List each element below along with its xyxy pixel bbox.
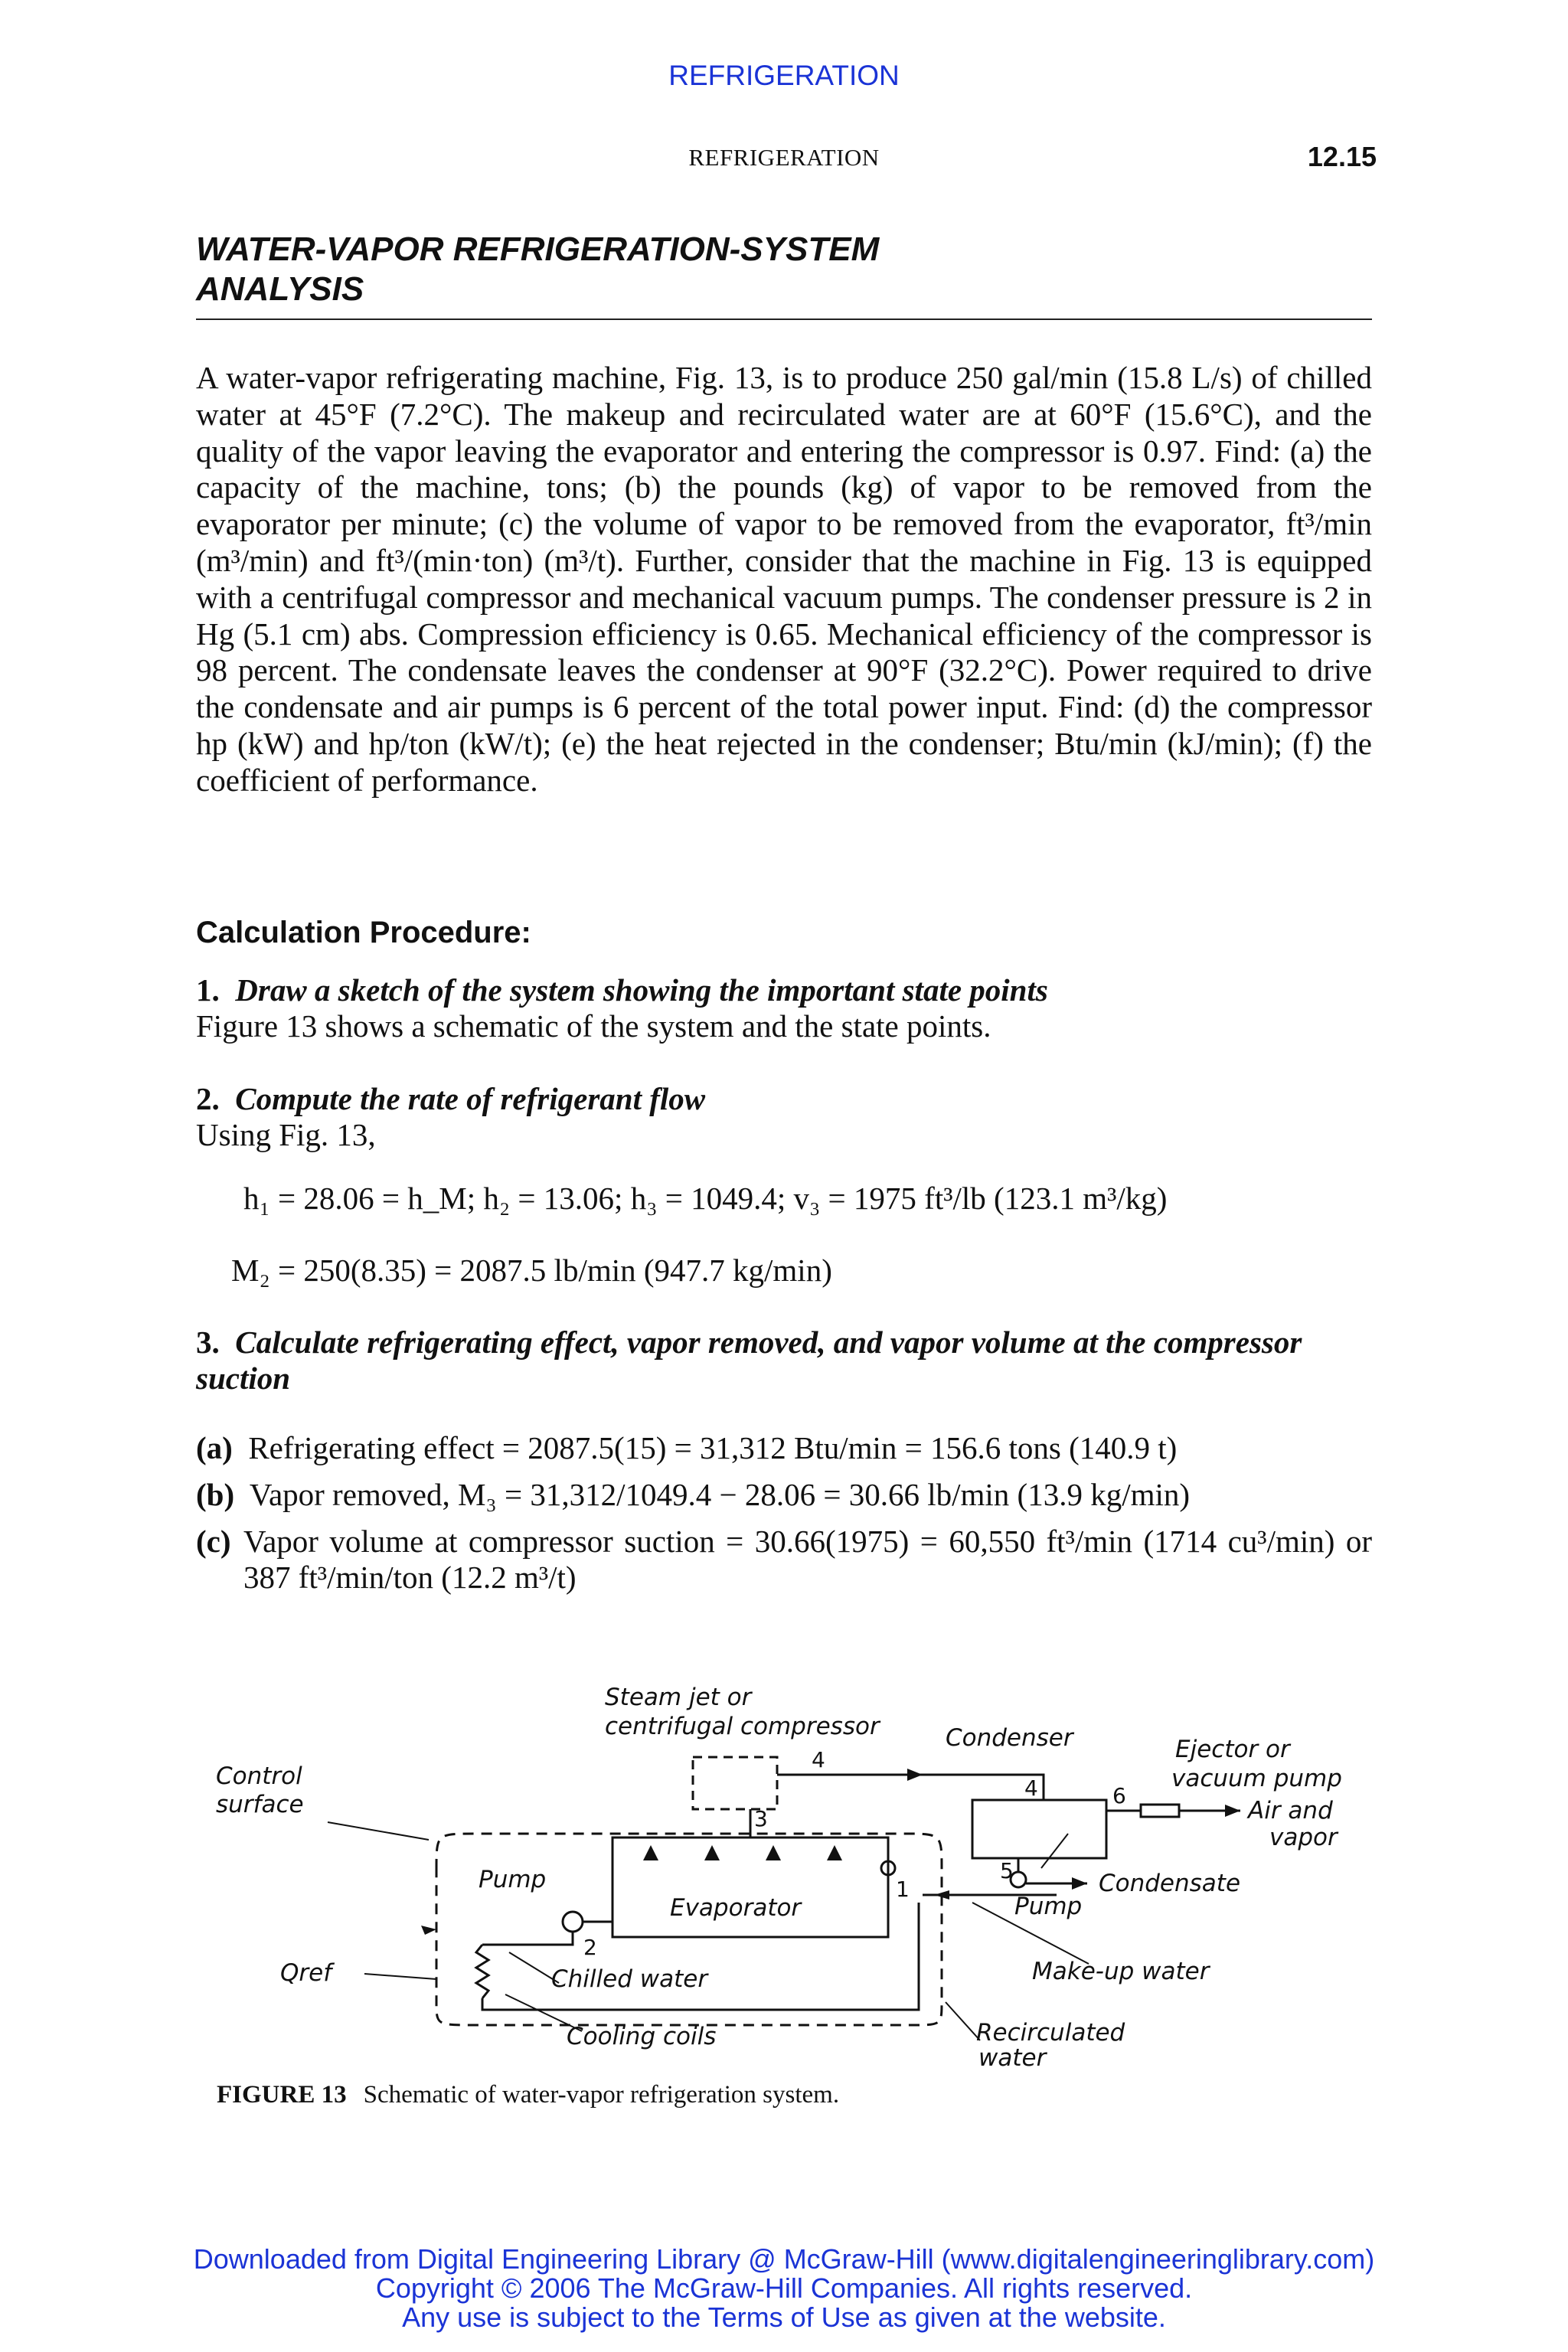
step-2	[196, 1081, 1372, 1153]
label-air-1: Air and	[1248, 1797, 1333, 1824]
result-c-label: (c)	[196, 1524, 231, 1559]
result-c	[196, 1524, 1372, 1596]
section-title-line2: ANALYSIS	[196, 270, 364, 308]
label-pump-right: Pump	[1014, 1893, 1083, 1920]
step-2-body: Using Fig. 13,	[196, 1117, 376, 1152]
label-steam-jet-1: Steam jet or	[605, 1684, 752, 1711]
label-pump-left: Pump	[479, 1866, 547, 1893]
qref-leader	[364, 1974, 436, 1979]
step-1-number: 1.	[196, 972, 220, 1008]
step-3-title: Calculate refrigerating effect, vapor removed, and vapor volume at the compressor suction	[196, 1325, 1302, 1396]
result-a-text: Refrigerating effect = 2087.5(15) = 31,312 Btu/min = 156.6 tons (140.9 t)	[248, 1430, 1178, 1465]
label-makeup-water: Make-up water	[1032, 1958, 1210, 1985]
figure-caption-text: Schematic of water-vapor refrigeration system.	[363, 2081, 840, 2109]
state-3: 3	[754, 1806, 768, 1831]
top-banner: REFRIGERATION	[668, 60, 900, 91]
label-condenser: Condenser	[946, 1724, 1073, 1752]
title-rule	[196, 318, 1372, 320]
result-b-label: (b)	[196, 1477, 235, 1512]
label-control-2: surface	[216, 1791, 304, 1818]
state-4-condenser: 4	[1024, 1775, 1038, 1801]
chilled-water-pump	[563, 1912, 583, 1932]
section-title-line1: WATER-VAPOR REFRIGERATION-SYSTEM	[196, 230, 880, 268]
recirculated-leader	[946, 2002, 980, 2040]
equation-enthalpies: h₁ = 28.06 = h_M; h₂ = 13.06; h₃ = 1049.4; v₃ = 1975 ft³/lb (123.1 m³/kg)	[243, 1181, 1168, 1216]
condenser-leader	[1041, 1834, 1068, 1868]
ejector-box	[1141, 1805, 1179, 1817]
state-2: 2	[583, 1935, 597, 1960]
step-1	[196, 972, 1372, 1044]
control-surface-leader	[328, 1822, 429, 1840]
label-qref: Qref	[280, 1959, 332, 1987]
label-ejector-2: vacuum pump	[1171, 1765, 1342, 1792]
condenser-box	[972, 1800, 1106, 1858]
label-air-2: vapor	[1269, 1824, 1338, 1851]
step-2-number: 2.	[196, 1081, 220, 1116]
footer-terms[interactable]: Any use is subject to the Terms of Use as given at the website.	[402, 2301, 1166, 2333]
control-surface	[436, 1834, 942, 2025]
section-title	[196, 230, 962, 309]
result-b	[196, 1477, 1372, 1513]
footer-download-link[interactable]: Downloaded from Digital Engineering Library @ McGraw-Hill (www.digitalengineeringlibrary.com)	[193, 2243, 1375, 2275]
label-steam-jet-2: centrifugal compressor	[605, 1713, 880, 1740]
result-a-label: (a)	[196, 1430, 233, 1465]
state-1: 1	[896, 1877, 910, 1902]
page-number: 12.15	[1307, 141, 1377, 172]
label-recirculated-1: Recirculated	[976, 2019, 1125, 2047]
calculation-heading: Calculation Procedure:	[196, 916, 531, 949]
figure-caption	[217, 2081, 839, 2109]
state-6: 6	[1112, 1783, 1126, 1808]
label-chilled-water: Chilled water	[551, 1965, 708, 1993]
label-evaporator: Evaporator	[670, 1894, 802, 1922]
step-3	[196, 1325, 1372, 1396]
label-recirculated-2: water	[978, 2044, 1047, 2072]
compressor-box	[693, 1757, 777, 1809]
label-control-1: Control	[216, 1762, 302, 1790]
label-cooling-coils: Cooling coils	[567, 2023, 717, 2050]
equation-mass-flow: M₂ = 250(8.35) = 2087.5 lb/min (947.7 kg/min)	[231, 1253, 832, 1288]
footer-copyright: Copyright © 2006 The McGraw-Hill Companies. All rights reserved.	[375, 2272, 1193, 2304]
step-3-number: 3.	[196, 1325, 220, 1360]
running-head: REFRIGERATION	[688, 144, 880, 171]
label-ejector-1: Ejector or	[1175, 1736, 1290, 1763]
refrigeration-schematic	[207, 1681, 1370, 2079]
result-b-text: Vapor removed, M₃ = 31,312/1049.4 − 28.06 = 30.66 lb/min (13.9 kg/min)	[249, 1477, 1191, 1512]
result-a	[196, 1430, 1372, 1466]
step-1-title: Draw a sketch of the system showing the important state points	[235, 972, 1048, 1008]
label-condensate: Condensate	[1099, 1870, 1241, 1897]
step-1-body: Figure 13 shows a schematic of the system and the state points.	[196, 1008, 991, 1044]
result-c-text: Vapor volume at compressor suction = 30.66(1975) = 60,550 ft³/min (1714 cu³/min) or 387 ft³/min/ton (12.2 m³/t)	[243, 1524, 1372, 1595]
problem-statement: A water-vapor refrigerating machine, Fig. 13, is to produce 250 gal/min (15.8 L/s) of chilled water at 45°F (7.2°C). The makeup and recirculated water are at 60°F (15.6°C), and the quality of the vapor leaving the evaporator and entering the compressor is 0.97. Find: (a) the capacity of the machine, tons; (b) the pounds (kg) of vapor to be removed from the evaporator per minute; (c) the volume of vapor to be removed from the evaporator, ft³/min (m³/min) and ft³/(min·ton) (m³/t). Further, consider that the machine in Fig. 13 is equipped with a centrifugal compressor and mechanical vacuum pumps. The condenser pressure is 2 in Hg (5.1 cm) abs. Compression efficiency is 0.65. Mechanical efficiency of the compressor is 98 percent. The condensate leaves the condenser at 90°F (32.2°C). Power required to drive the condensate and air pumps is 6 percent of the total power input. Find: (d) the compressor hp (kW) and hp/ton (kW/t); (e) the heat rejected in the condenser; Btu/min (kJ/min); (f) the coefficient of performance.	[196, 360, 1372, 798]
step-2-title: Compute the rate of refrigerant flow	[235, 1081, 706, 1116]
cooling-coils-symbol	[476, 1945, 488, 1998]
state-4-compressor: 4	[812, 1747, 825, 1772]
state-5: 5	[1000, 1858, 1014, 1883]
figure-caption-label: FIGURE 13	[217, 2081, 347, 2109]
